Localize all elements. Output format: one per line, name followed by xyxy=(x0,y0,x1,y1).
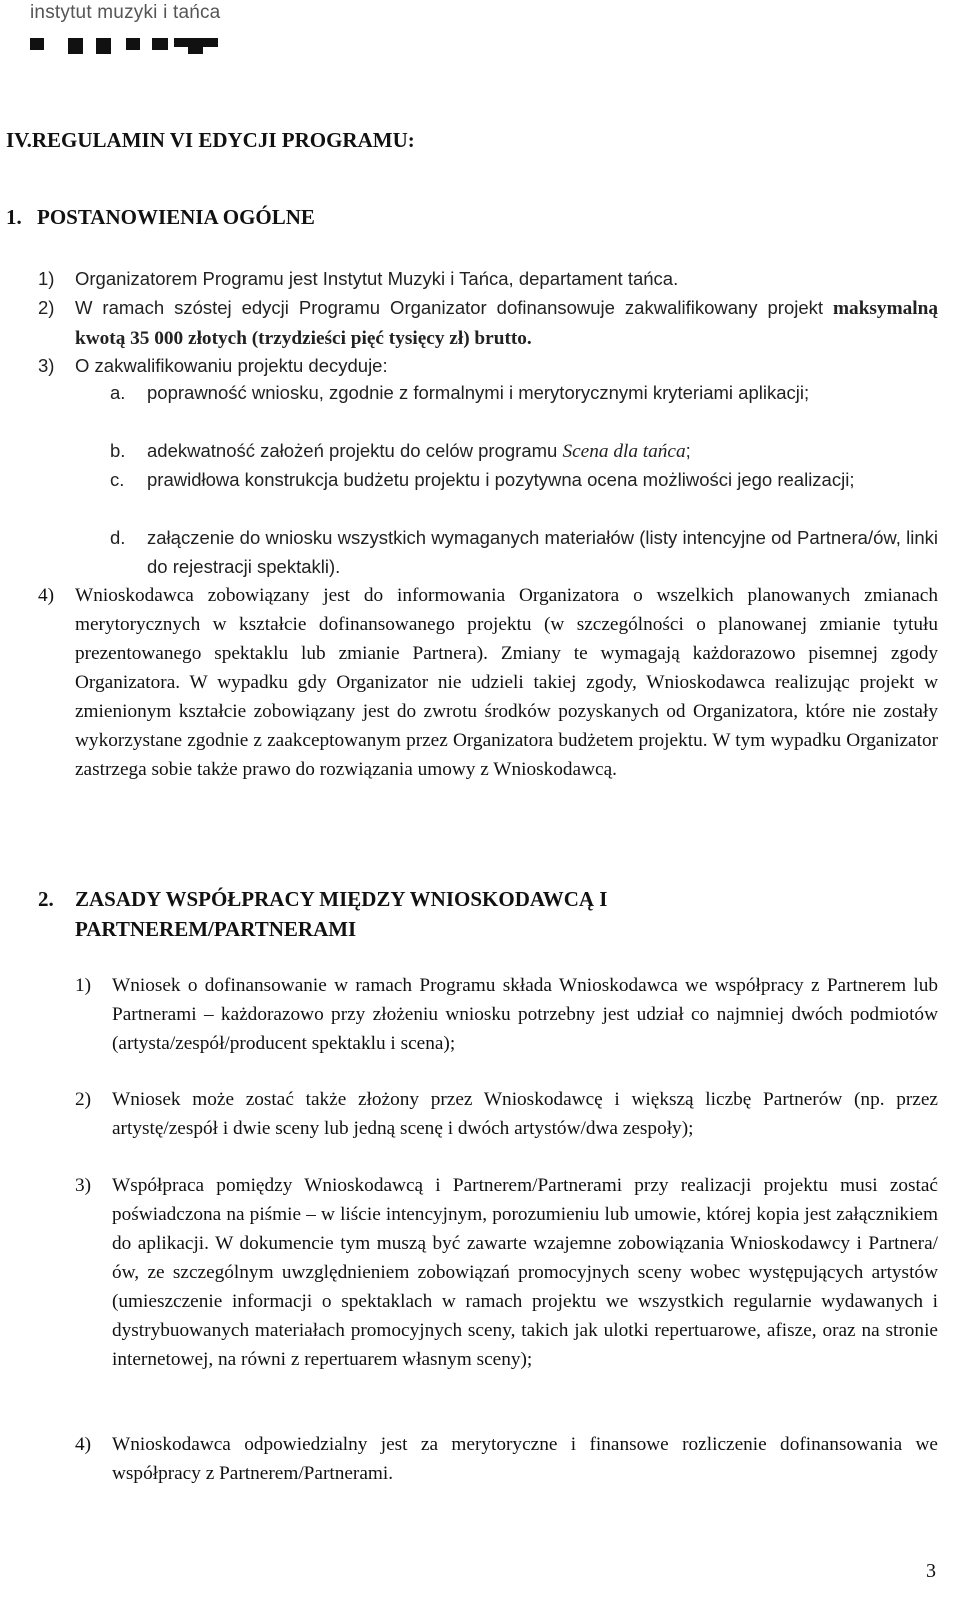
sub-list-item: c. prawidłowa konstrukcja budżetu projektu i pozytywna ocena możliwości jego realizacji; xyxy=(110,469,855,490)
list-item: 3) O zakwalifikowaniu projektu decyduje: xyxy=(38,355,388,376)
logo-mark-icon xyxy=(30,36,220,54)
document-title: IV.REGULAMIN VI EDYCJI PROGRAMU: xyxy=(6,128,415,152)
section-1-number: 1. xyxy=(6,205,22,229)
sub-list-item: b. adekwatność założeń projektu do celów programu Scena dla tańca; xyxy=(110,440,691,462)
list-item: 1) Organizatorem Programu jest Instytut Muzyki i Tańca, departament tańca. xyxy=(38,268,679,289)
list-item: 4) Wnioskodawca odpowiedzialny jest za merytoryczne i finansowe rozliczenie dofinansowania we współpracy z Partnerem/Partnerami. xyxy=(75,1434,938,1484)
section-1-heading xyxy=(6,205,315,230)
list-item: 2) Wniosek może zostać także złożony przez Wnioskodawcę i większą liczbę Partnerów (np. przez artystę/zespół i dwie sceny lub jedną scenę i dwóch artystów/dwa zespoły); xyxy=(75,1089,938,1139)
sub-list-item: d. załączenie do wniosku wszystkich wymaganych materiałów (listy intencyjne od Partnera/ów, linki do rejestracji spektakli). xyxy=(110,527,938,577)
list-item: 1) Wniosek o dofinansowanie w ramach Programu składa Wnioskodawca we współpracy z Partnerem lub Partnerami – każdorazowo przy złożeniu wniosku potrzebny jest udział co najmniej dwóch podmiotów (artysta/zespół/producent spektaklu i scena); xyxy=(75,975,938,1054)
section-2-heading xyxy=(38,884,608,944)
sub-list-item: a. poprawność wniosku, zgodnie z formalnymi i merytorycznymi kryteriami aplikacji; xyxy=(110,382,810,403)
section-2-title-line-2: PARTNEREM/PARTNERAMI xyxy=(75,917,357,941)
logo-text: instytut muzyki i tańca xyxy=(30,2,221,23)
list-item: 2) W ramach szóstej edycji Programu Organizator dofinansowuje zakwalifikowany projekt maksymalną kwotą 35 000 złotych (trzydzieści pięć tysięcy zł) brutto. xyxy=(38,297,938,349)
institute-logo xyxy=(30,2,220,24)
page-number: 3 xyxy=(926,1560,936,1582)
list-item: 3) Współpraca pomiędzy Wnioskodawcą i Partnerem/Partnerami przy realizacji projektu musi zostać poświadczona na piśmie – w liście intencyjnym, porozumieniu lub umowie, której kopia jest załącznikiem do aplikacji. W dokumencie tym muszą być zawarte wzajemne zobowiązania Wnioskodawcy i Partnera/ów, ze szczególnym uwzględnieniem zobowiązań promocyjnych sceny wobec występujących artystów (umieszczenie informacji o spektaklach w ramach projektu we wszystkich regularnie wydawanych i dystrybuowanych materiałach promocyjnych sceny, takich jak ulotki repertuarowe, afisze, oraz na stronie internetowej, na równi z repertuarem własnym sceny); xyxy=(75,1175,938,1370)
bold-amount: maksymalną kwotą 35 000 złotych (trzydzieści pięć tysięcy zł) brutto. xyxy=(75,298,938,349)
section-1-title: POSTANOWIENIA OGÓLNE xyxy=(37,205,315,229)
section-2-number: 2. xyxy=(38,887,54,911)
section-2-title-line-1: ZASADY WSPÓŁPRACY MIĘDZY WNIOSKODAWCĄ I xyxy=(75,887,608,911)
program-name: Scena dla tańca xyxy=(562,441,686,462)
list-item: 4) Wnioskodawca zobowiązany jest do informowania Organizatora o wszelkich planowanych zmianach merytorycznych w kształcie dofinansowanego projektu (w szczególności o planowanej zmianie tytułu prezentowanego spektaklu lub zmianie Partnera). Zmiany te wymagają każdorazowo pisemnej zgody Organizatora. W wypadku gdy Organizator nie udzieli takiej zgody, Wnioskodawca realizując projekt w zmienionym kształcie zobowiązany jest do zwrotu środków pozyskanych od Organizatora, które nie zostały wykorzystane zgodnie z zaakceptowanym przez Organizatora budżetem projektu. W tym wypadku Organizator zastrzega sobie także prawo do rozwiązania umowy z Wnioskodawcą. xyxy=(38,585,938,780)
